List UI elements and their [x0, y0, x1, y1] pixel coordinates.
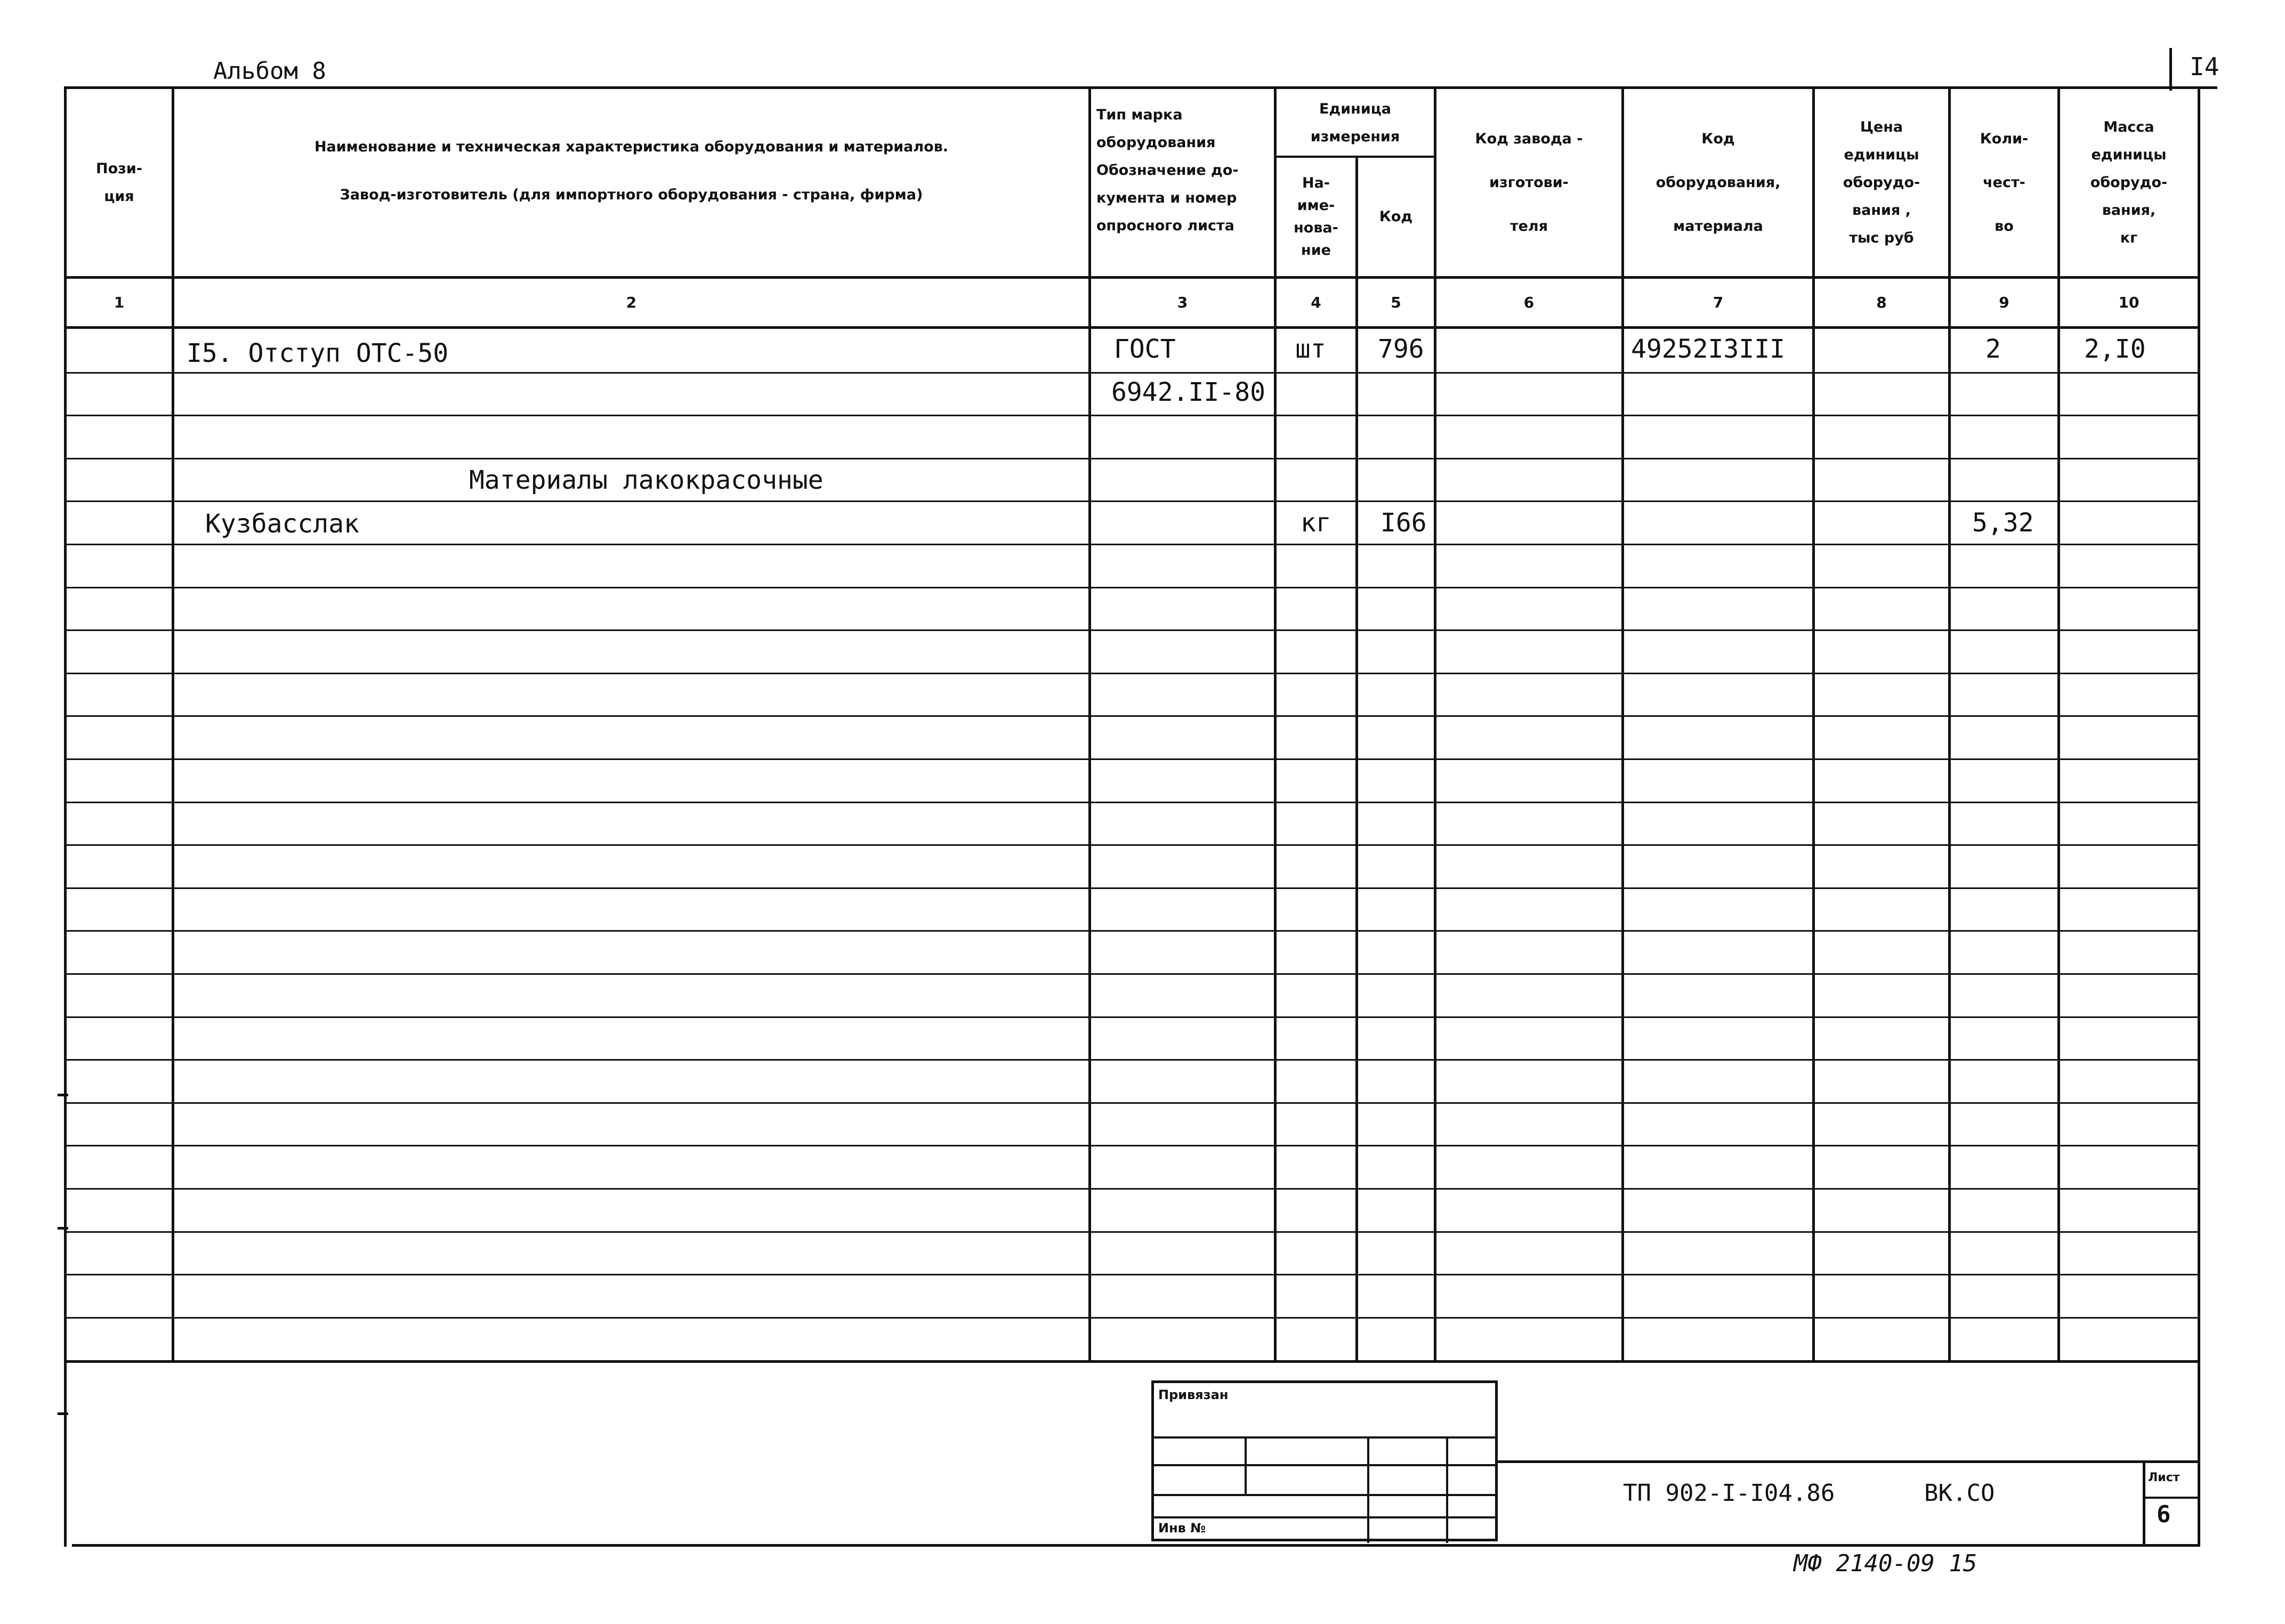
- table-row-line: [64, 930, 2200, 932]
- inventory-label: Инв №: [1158, 1521, 1206, 1536]
- table-row-line: [64, 844, 2200, 846]
- header-unit-name: На- име- нова- ние: [1294, 175, 1338, 258]
- header-unit-group: Единица измерения: [1310, 101, 1400, 145]
- margin-tick-3: [58, 1412, 68, 1415]
- table-row-line: [64, 587, 2200, 588]
- row5-unit-code: I66: [1380, 508, 1427, 538]
- header-position: Пози- ция: [96, 160, 142, 205]
- margin-tick-2: [58, 1227, 68, 1230]
- col-line-6: [1621, 86, 1624, 1361]
- sheet-corner-number: I4: [2190, 52, 2219, 81]
- table-row-line: [64, 1102, 2200, 1104]
- header-type-doc: Тип марка оборудования Обозначение до- кумента и номер опросного листа: [1096, 107, 1239, 234]
- row4-section-heading: Материалы лакокрасочные: [469, 465, 823, 495]
- col-line-5: [1434, 86, 1436, 1361]
- colnum-5: 5: [1391, 294, 1401, 311]
- table-row-line: [64, 1059, 2200, 1061]
- colnum-bottom-line: [64, 326, 2200, 329]
- bound-vline-3: [1446, 1436, 1448, 1543]
- header-unit-price: Цена единицы оборудо- вания , тыс руб: [1843, 118, 1920, 246]
- header-name-line1: Наименование и техническая характеристика оборудования и материалов.: [314, 139, 949, 155]
- sheet-box-mid: [2143, 1497, 2200, 1499]
- bound-stamp-box: [1151, 1380, 1498, 1541]
- colnum-4: 4: [1311, 294, 1321, 311]
- table-row-line: [64, 629, 2200, 631]
- colnum-6: 6: [1523, 294, 1535, 311]
- table-row-line: [64, 458, 2200, 459]
- colnum-8: 8: [1876, 294, 1887, 311]
- colnum-7: 7: [1713, 294, 1724, 311]
- frame-right: [2198, 86, 2200, 1547]
- title-block-top: [1498, 1460, 2200, 1463]
- album-label: Альбом 8: [213, 58, 326, 85]
- row5-name: Кузбасслак: [205, 509, 359, 539]
- colnum-3: 3: [1177, 294, 1188, 311]
- table-row-line: [64, 1016, 2200, 1018]
- row2-doc: 6942.II-80: [1111, 377, 1265, 407]
- row1-equipment-code: 49252I3III: [1631, 334, 1785, 364]
- colnum-9: 9: [1999, 294, 2009, 311]
- table-row-line: [64, 415, 2200, 416]
- colnum-2: 2: [626, 294, 637, 311]
- sheet-number: 6: [2157, 1501, 2171, 1528]
- row1-unit-code: 796: [1378, 334, 1424, 364]
- row1-unit: шт: [1295, 334, 1326, 364]
- table-row-line: [64, 544, 2200, 545]
- header-name-line2: Завод-изготовитель (для импортного оборудования - страна, фирма): [340, 187, 923, 203]
- header-equipment-code: Код оборудования, материала: [1656, 130, 1781, 235]
- table-row-line: [64, 802, 2200, 803]
- row1-quantity: 2: [1985, 334, 2001, 364]
- bound-vline-1: [1245, 1436, 1247, 1495]
- col-line-9: [2057, 86, 2060, 1361]
- table-row-line: [64, 1274, 2200, 1275]
- header-mass: Масса единицы оборудо- вания, кг: [2090, 118, 2168, 246]
- bound-label: Привязан: [1158, 1387, 1229, 1402]
- bound-vline-2: [1367, 1436, 1369, 1543]
- table-row-line: [64, 887, 2200, 889]
- table-row-line: [64, 973, 2200, 975]
- table-row-line: [64, 673, 2200, 674]
- row5-quantity: 5,32: [1972, 508, 2034, 538]
- sheet-label: Лист: [2148, 1471, 2180, 1484]
- header-quantity: Коли- чест- во: [1980, 130, 2029, 235]
- table-row-line: [64, 372, 2200, 374]
- table-row-line: [64, 715, 2200, 717]
- col-line-3: [1274, 86, 1277, 1361]
- col-line-2: [1088, 86, 1091, 1361]
- section-code: ВК.СО: [1924, 1480, 1995, 1507]
- col-line-7: [1812, 86, 1815, 1361]
- header-factory-code: Код завода - изготови- теля: [1475, 130, 1583, 235]
- margin-tick-1: [58, 1094, 68, 1096]
- table-row-line: [64, 758, 2200, 760]
- header-unit-code: Код: [1379, 208, 1413, 225]
- table-row-line: [64, 1145, 2200, 1146]
- col-line-8: [1948, 86, 1951, 1361]
- row1-name: I5. Отступ ОТС-50: [187, 338, 449, 368]
- frame-bottom: [72, 1544, 2200, 1547]
- row1-doc: ГОСТ: [1114, 334, 1176, 364]
- corner-divider: [2169, 48, 2172, 91]
- table-row-line: [64, 1188, 2200, 1190]
- sheet-box-left: [2143, 1460, 2145, 1547]
- table-row-line: [64, 1317, 2200, 1319]
- colnum-1: 1: [114, 294, 125, 311]
- row1-mass: 2,I0: [2084, 334, 2146, 364]
- project-code: ТП 902-I-I04.86: [1623, 1480, 1835, 1507]
- table-row-line: [64, 1231, 2200, 1233]
- table-row-line: [64, 500, 2200, 502]
- footer-note: МФ 2140-09 15: [1794, 1550, 1977, 1577]
- row5-unit: кг: [1301, 508, 1331, 538]
- col-line-1: [172, 86, 174, 1361]
- colnum-10: 10: [2118, 294, 2139, 311]
- stamp-top: [64, 1360, 2200, 1363]
